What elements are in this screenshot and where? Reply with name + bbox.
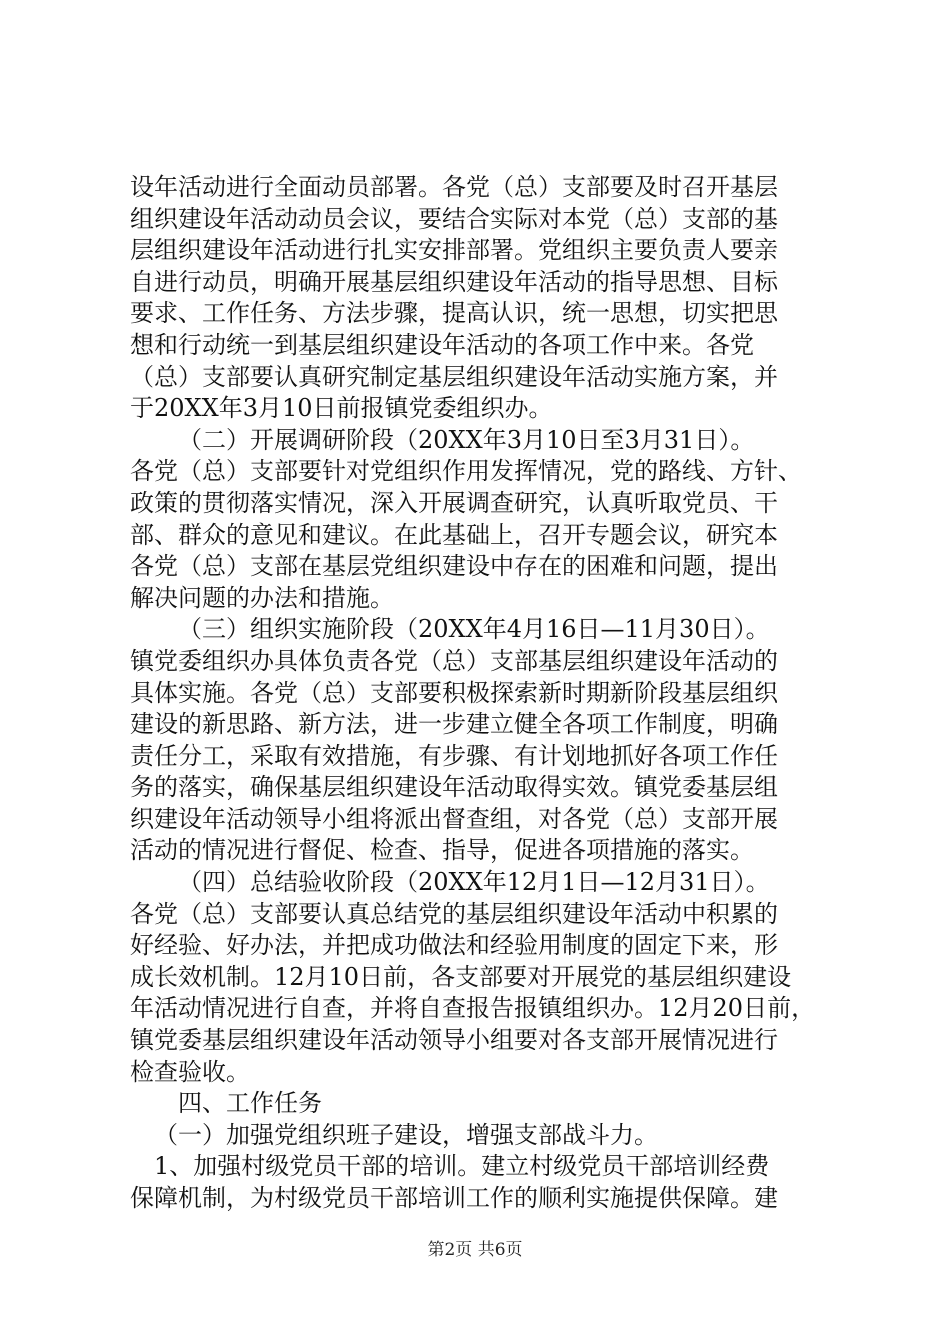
document-body: [130, 172, 830, 1215]
text-line: 想和行动统一到基层组织建设年活动的各项工作中来。各党: [130, 330, 754, 359]
section-heading: （四）总结验收阶段（20XX年12月1日—12月31日）。: [178, 868, 770, 897]
text-line: 责任分工，采取有效措施，有步骤、有计划地抓好各项工作任: [130, 741, 778, 770]
text-line: 活动的情况进行督促、检查、指导，促进各项措施的落实。: [130, 836, 754, 865]
text-line: （总）支部要认真研究制定基层组织建设年活动实施方案，并: [130, 362, 778, 391]
text-line: 镇党委组织办具体负责各党（总）支部基层组织建设年活动的: [130, 646, 778, 675]
text-line: 各党（总）支部要认真总结党的基层组织建设年活动中积累的: [130, 899, 778, 928]
text-line: 组织建设年活动动员会议，要结合实际对本党（总）支部的基: [130, 204, 778, 233]
text-line: 年活动情况进行自查，并将自查报告报镇组织办。12月20日前，: [130, 994, 816, 1023]
text-line: 检查验收。: [130, 1057, 250, 1086]
text-line: 各党（总）支部在基层党组织建设中存在的困难和问题，提出: [130, 552, 778, 581]
text-line: 层组织建设年活动进行扎实安排部署。党组织主要负责人要亲: [130, 236, 778, 265]
text-line: 各党（总）支部要针对党组织作用发挥情况，党的路线、方针、: [130, 457, 802, 486]
text-line: 政策的贯彻落实情况，深入开展调查研究，认真听取党员、干: [130, 488, 778, 517]
text-line: 自进行动员，明确开展基层组织建设年活动的指导思想、目标: [130, 267, 778, 296]
page-number-footer: 第2页 共6页: [427, 1240, 523, 1260]
text-line: 镇党委基层组织建设年活动领导小组要对各支部开展情况进行: [130, 1026, 778, 1055]
text-line: 于20XX年3月10日前报镇党委组织办。: [130, 394, 553, 423]
text-line: 建设的新思路、新方法，进一步建立健全各项工作制度，明确: [130, 710, 778, 739]
text-line: 织建设年活动领导小组将派出督查组，对各党（总）支部开展: [130, 804, 778, 833]
text-line: 保障机制，为村级党员干部培训工作的顺利实施提供保障。建: [130, 1184, 778, 1212]
text-line: 设年活动进行全面动员部署。各党（总）支部要及时召开基层: [130, 173, 778, 201]
text-line: 好经验、好办法，并把成功做法和经验用制度的固定下来，形: [130, 931, 778, 960]
text-line: 成长效机制。12月10日前，各支部要对开展党的基层组织建设: [130, 962, 792, 991]
section-heading: （三）组织实施阶段（20XX年4月16日—11月30日）。: [178, 615, 770, 644]
text-line: 务的落实，确保基层组织建设年活动取得实效。镇党委基层组: [130, 773, 778, 802]
text-line: 部、群众的意见和建议。在此基础上，召开专题会议，研究本: [130, 520, 778, 549]
text-line: 解决问题的办法和措施。: [130, 583, 394, 612]
text-line: 具体实施。各党（总）支部要积极探索新时期新阶段基层组织: [130, 678, 778, 707]
text-line: 要求、工作任务、方法步骤，提高认识，统一思想，切实把思: [130, 299, 778, 328]
text-line: 1、加强村级党员干部的培训。建立村级党员干部培训经费: [154, 1152, 770, 1181]
section-heading: （一）加强党组织班子建设，增强支部战斗力。: [154, 1120, 658, 1149]
section-heading: （二）开展调研阶段（20XX年3月10日至3月31日）。: [178, 425, 755, 454]
chapter-heading: 四、工作任务: [178, 1089, 322, 1118]
